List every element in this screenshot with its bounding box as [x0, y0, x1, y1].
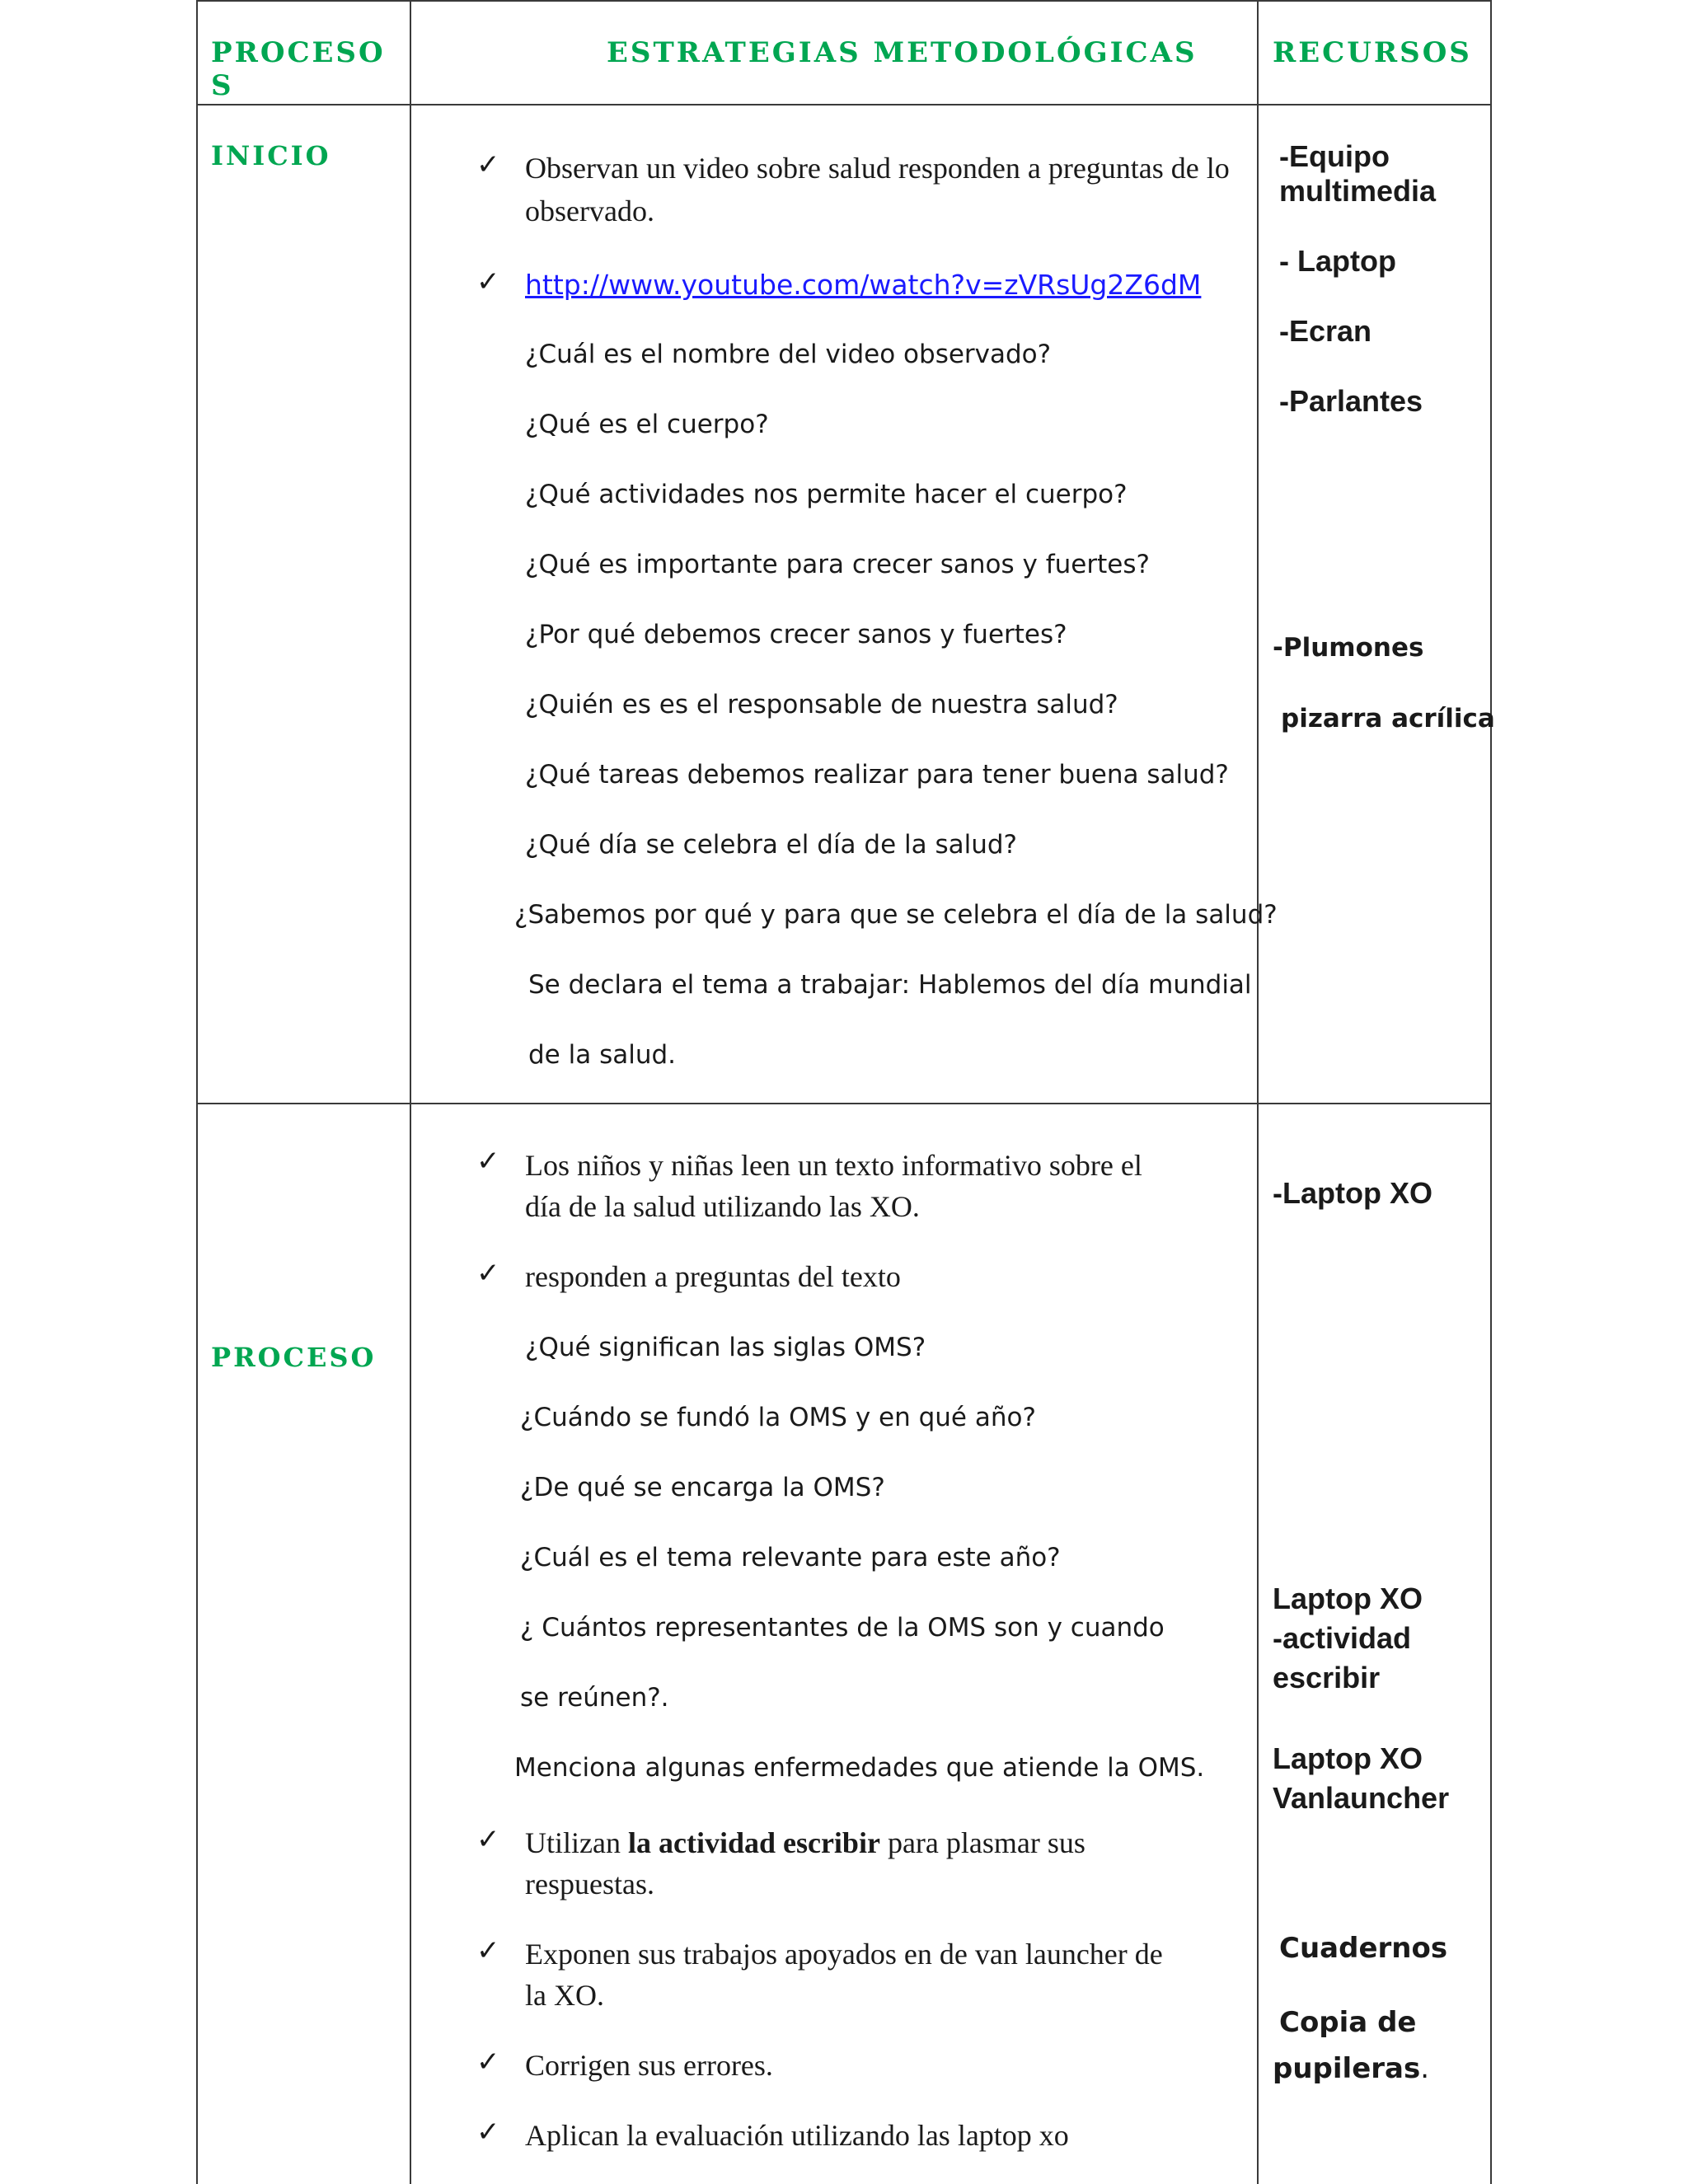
resource-pizarra: pizarra acrílica: [1281, 704, 1495, 733]
check-icon: ✓: [476, 2116, 500, 2149]
check-icon: ✓: [476, 148, 500, 181]
proceso-item2: responden a preguntas del texto: [525, 1260, 901, 1293]
proceso-item5: Corrigen sus errores.: [525, 2049, 773, 2082]
proceso-question: se reúnen?.: [520, 1683, 669, 1713]
item3-post: para plasmar sus: [879, 1826, 1085, 1859]
resource-pupileras: [1273, 2052, 1429, 2085]
header-procesos-line2: S: [211, 69, 234, 102]
resource-copia-de: Copia de: [1279, 2006, 1417, 2039]
check-icon: ✓: [476, 1823, 500, 1856]
inicio-declare-line2: de la salud.: [528, 1040, 677, 1070]
resource-multimedia: multimedia: [1279, 174, 1437, 208]
proceso-label: PROCESO: [211, 1342, 377, 1373]
check-icon: ✓: [476, 1934, 500, 1967]
inicio-item1-line2: observado.: [525, 194, 654, 227]
pupileras-period: .: [1420, 2052, 1430, 2085]
proceso-item4-line1: Exponen sus trabajos apoyados en de van launcher de: [525, 1938, 1163, 1971]
inicio-row-divider: [196, 1103, 1492, 1104]
header-row-divider: [196, 104, 1492, 105]
inicio-question: ¿Qué tareas debemos realizar para tener buena salud?: [525, 760, 1229, 790]
table-border-top: [196, 0, 1492, 2]
resource-parlantes: -Parlantes: [1279, 384, 1423, 418]
resource-laptop-xo: -Laptop XO: [1273, 1176, 1432, 1210]
header-recursos: RECURSOS: [1273, 36, 1472, 69]
inicio-item1-line1: Observan un video sobre salud responden a preguntas de lo: [525, 152, 1230, 185]
proceso-question: Menciona algunas enfermedades que atiende la OMS.: [514, 1753, 1205, 1783]
proceso-item3-line2: respuestas.: [525, 1868, 654, 1900]
check-icon: ✓: [476, 1145, 500, 1178]
table-border-right: [1490, 0, 1492, 2184]
inicio-declare-line1: Se declara el tema a trabajar: Hablemos del día mundial: [528, 970, 1252, 1000]
inicio-question: ¿Qué es el cuerpo?: [525, 410, 769, 439]
proceso-question: ¿Cuándo se fundó la OMS y en qué año?: [520, 1403, 1036, 1432]
proceso-question: ¿ Cuántos representantes de la OMS son y cuando: [520, 1613, 1165, 1643]
item3-bold: la actividad escribir: [627, 1826, 880, 1859]
proceso-item3-line1: [525, 1825, 1085, 1860]
proceso-question: ¿Cuál es el tema relevante para este año?: [520, 1543, 1061, 1572]
resource-escribir: escribir: [1273, 1661, 1381, 1694]
resource-cuadernos: Cuadernos: [1279, 1932, 1448, 1965]
proceso-question: ¿De qué se encarga la OMS?: [520, 1473, 885, 1502]
inicio-question: ¿Sabemos por qué y para que se celebra el día de la salud?: [514, 900, 1278, 930]
header-procesos-line1: PROCESO: [211, 36, 386, 69]
col-divider-1: [410, 0, 411, 2184]
resource-laptop: - Laptop: [1279, 244, 1396, 278]
video-link[interactable]: http://www.youtube.com/watch?v=zVRsUg2Z6dM: [525, 269, 1202, 301]
inicio-label: INICIO: [211, 140, 331, 171]
inicio-question: ¿Qué actividades nos permite hacer el cuerpo?: [525, 480, 1128, 509]
inicio-question: ¿Qué es importante para crecer sanos y fuertes?: [525, 550, 1150, 579]
resource-plumones: -Plumones: [1273, 633, 1424, 663]
inicio-question: ¿Cuál es el nombre del video observado?: [525, 340, 1052, 369]
inicio-question: ¿Quién es es el responsable de nuestra salud?: [525, 690, 1118, 719]
resource-equipo: -Equipo: [1279, 139, 1390, 173]
resource-actividad: -actividad: [1273, 1621, 1412, 1655]
inicio-question: ¿Qué día se celebra el día de la salud?: [525, 830, 1018, 860]
inicio-question: ¿Por qué debemos crecer sanos y fuertes?: [525, 620, 1067, 649]
pupileras-text: pupileras: [1273, 2052, 1421, 2085]
resource-ecran: -Ecran: [1279, 314, 1372, 348]
check-icon: ✓: [476, 2046, 500, 2079]
proceso-item4-line2: la XO.: [525, 1979, 604, 2012]
proceso-question: ¿Qué significan las siglas OMS?: [525, 1333, 926, 1362]
proceso-item6: Aplican la evaluación utilizando las laptop xo: [525, 2119, 1069, 2152]
resource-vanlauncher: Vanlauncher: [1273, 1781, 1450, 1815]
item3-pre: Utilizan: [525, 1826, 628, 1859]
resource-laptop-xo-2: Laptop XO: [1273, 1582, 1423, 1615]
table-border-left: [196, 0, 198, 2184]
header-estrategias: ESTRATEGIAS METODOLÓGICAS: [607, 36, 1198, 69]
check-icon: ✓: [476, 265, 500, 298]
proceso-item1-line1: Los niños y niñas leen un texto informativo sobre el: [525, 1149, 1142, 1182]
resource-laptop-xo-3: Laptop XO: [1273, 1741, 1423, 1775]
col-divider-2: [1257, 0, 1259, 2184]
check-icon: ✓: [476, 1257, 500, 1290]
proceso-item1-line2: día de la salud utilizando las XO.: [525, 1190, 920, 1223]
